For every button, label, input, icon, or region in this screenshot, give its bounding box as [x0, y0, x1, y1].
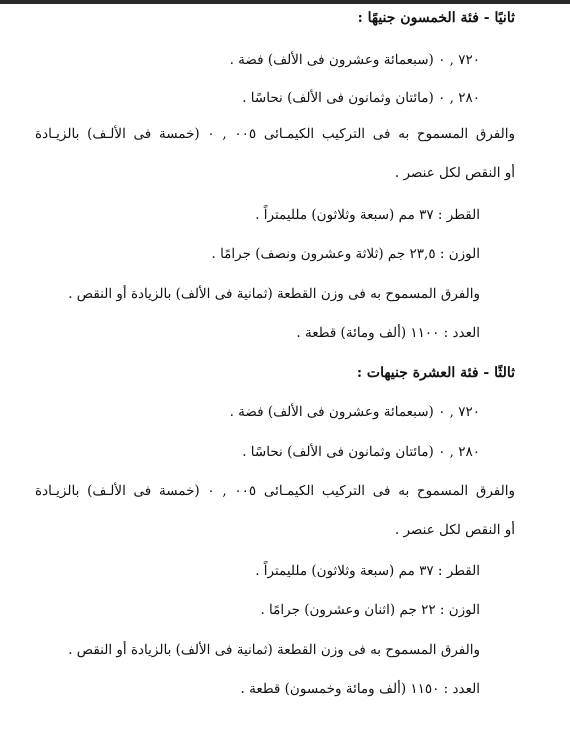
section-fifty-tolerance-line1: والفرق المسموح به فى التركيب الكيمـائى ٠٠٥ , ٠ (خمسة فى الألـف) بالزيـادة: [35, 126, 515, 142]
section-fifty-copper: ٢٨٠ , ٠ (مائتان وثمانون فى الألف) نحاسًا .: [242, 90, 480, 106]
top-edge-bar: [0, 0, 570, 4]
section-ten-weight-tolerance: والفرق المسموح به فى وزن القطعة (ثمانية فى الألف) بالزيادة أو النقص .: [68, 642, 480, 658]
section-fifty-diameter: القطر : ٣٧ مم (سبعة وثلاثون) ملليمتراً .: [255, 207, 480, 223]
section-ten-weight: الوزن : ٢٢ جم (اثنان وعشرون) جرامًا .: [260, 602, 480, 618]
section-ten-tolerance-line1: والفرق المسموح به فى التركيب الكيمـائى ٠٠٥ , ٠ (خمسة فى الألـف) بالزيـادة: [35, 483, 515, 499]
section-fifty-tolerance-line2: أو النقص لكل عنصر .: [394, 165, 515, 181]
section-ten-heading: ثالثًا - فئة العشرة جنيهات :: [356, 365, 515, 381]
section-ten-tolerance-line2: أو النقص لكل عنصر .: [394, 522, 515, 538]
section-ten-silver: ٧٢٠ , ٠ (سبعمائة وعشرون فى الألف) فضة .: [229, 404, 480, 420]
section-fifty-heading: ثانيًا - فئة الخمسون جنيهًا :: [357, 10, 515, 26]
section-fifty-weight: الوزن : ٢٣,٥ جم (ثلاثة وعشرون ونصف) جرامًا .: [211, 246, 480, 262]
section-fifty-silver: ٧٢٠ , ٠ (سبعمائة وعشرون فى الألف) فضة .: [229, 52, 480, 68]
section-ten-count: العدد : ١١٥٠ (ألف ومائة وخمسون) قطعة .: [240, 681, 480, 697]
section-fifty-count: العدد : ١١٠٠ (ألف ومائة) قطعة .: [296, 325, 480, 341]
section-ten-diameter: القطر : ٣٧ مم (سبعة وثلاثون) ملليمتراً .: [255, 563, 480, 579]
section-ten-copper: ٢٨٠ , ٠ (مائتان وثمانون فى الألف) نحاسًا .: [242, 444, 480, 460]
section-fifty-weight-tolerance: والفرق المسموح به فى وزن القطعة (ثمانية فى الألف) بالزيادة أو النقص .: [68, 286, 480, 302]
